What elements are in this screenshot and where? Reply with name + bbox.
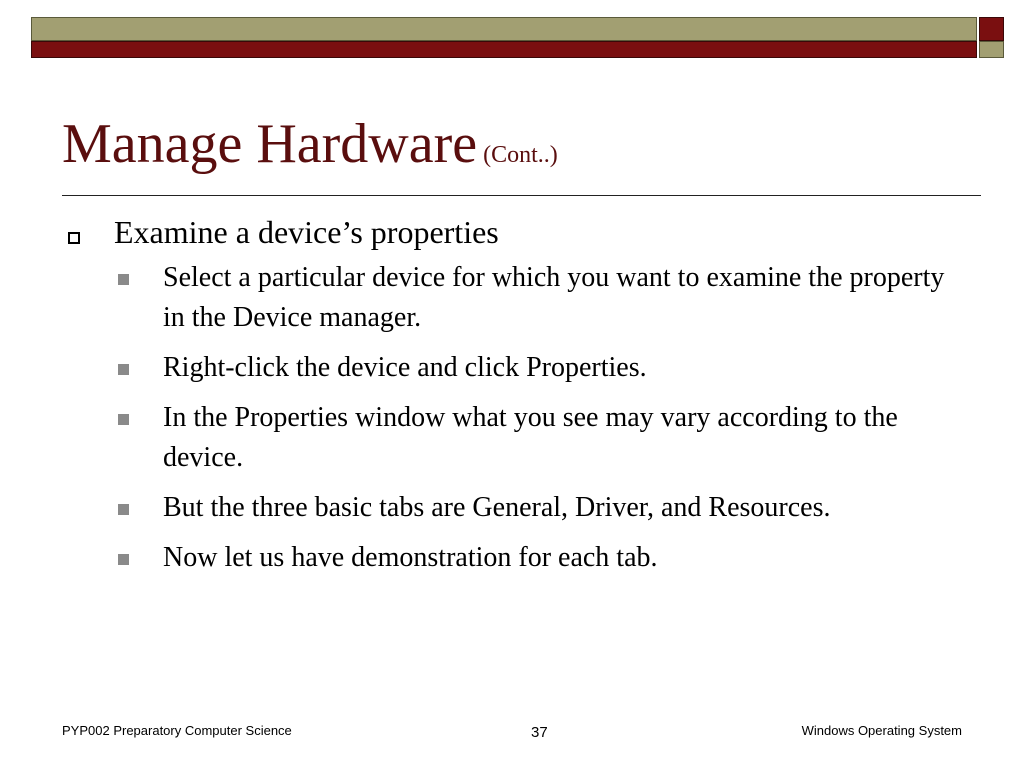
sub-bullet-item [62,398,972,478]
bullet-level-1 [62,210,972,254]
sub-bullet-item [62,538,972,578]
filled-square-bullet-icon [118,414,129,425]
slide-title [62,112,558,176]
sub-bullet-list [62,258,972,578]
slide-title-main: Manage Hardware [62,113,478,175]
filled-square-bullet-icon [118,274,129,285]
sub-bullet-text: Right-click the device and click Properties. [163,352,647,383]
sub-bullet-item [62,348,972,388]
bullet-list [62,210,972,588]
header-square-olive [979,41,1004,58]
footer-topic: Windows Operating System [801,723,962,738]
footer-page-number: 37 [531,724,548,741]
header-bar-maroon [31,41,977,58]
sub-bullet-item [62,488,972,528]
sub-bullet-text: Select a particular device for which you want to examine the property in the Device manager. [163,262,945,333]
footer-course-name: PYP002 Preparatory Computer Science [62,723,292,738]
slide-title-subtitle: (Cont..) [483,142,558,168]
filled-square-bullet-icon [118,364,129,375]
sub-bullet-text: In the Properties window what you see may vary according to the device. [163,402,898,473]
sub-bullet-item [62,258,972,338]
title-divider [62,195,981,196]
bullet-heading-text: Examine a device’s properties [114,214,499,250]
sub-bullet-text: But the three basic tabs are General, Driver, and Resources. [163,492,831,523]
header-square-maroon [979,17,1004,41]
header-bar-olive [31,17,977,41]
hollow-square-bullet-icon [68,232,80,244]
filled-square-bullet-icon [118,504,129,515]
filled-square-bullet-icon [118,554,129,565]
sub-bullet-text: Now let us have demonstration for each tab. [163,542,658,573]
